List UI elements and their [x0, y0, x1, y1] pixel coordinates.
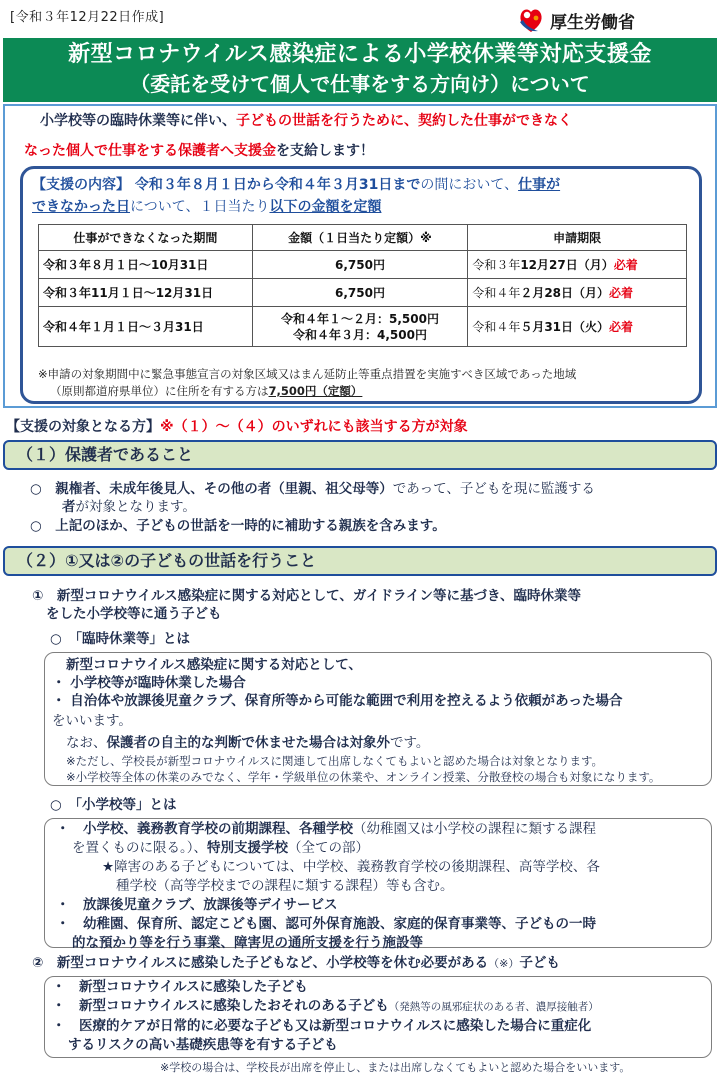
- rinji-line: ・ 自治体や放課後児童クラブ、保育所等から可能な範囲で利用を控えるよう依頼があった場合: [52, 693, 623, 709]
- child-line: ・ 新型コロナウイルスに感染したおそれのある子ども: [52, 998, 389, 1014]
- amount-table: [38, 224, 687, 347]
- sho-line: （全ての部）: [288, 840, 369, 856]
- amount-cell: [252, 307, 468, 347]
- table-row: [39, 307, 687, 347]
- deadline-date: 12月27日（月）: [520, 258, 614, 272]
- deadline-year: 令和４年: [472, 320, 521, 334]
- item-2-text: [32, 954, 712, 973]
- sho-line: ・ 放課後児童クラブ、放課後等デイサービス: [56, 897, 338, 913]
- ministry-logo: [516, 6, 635, 34]
- rinji-line: 新型コロナウイルス感染症に関する対応として、: [66, 657, 362, 673]
- amount-cell: 6,750円: [252, 251, 468, 279]
- deadline-year: 令和３年: [472, 258, 521, 272]
- period-cell: 令和４年１月１日～３月31日: [39, 307, 253, 347]
- item-line: 子ども: [519, 955, 560, 971]
- item-1-text: [32, 587, 712, 623]
- item-line: をした小学校等に通う子ども: [46, 606, 222, 622]
- section-1-bullet-2: ○ 上記のほか、子どもの世話を一時的に補助する親族を含みます。: [30, 518, 446, 534]
- table-row: [39, 279, 687, 307]
- note-line: （原則都道府県単位）に住所を有する方は: [50, 384, 269, 398]
- must-arrive: 必着: [609, 320, 634, 334]
- table-note: [38, 366, 698, 400]
- deadline-date: ５月31日（火）: [520, 320, 610, 334]
- ministry-name: 厚生労働省: [550, 12, 635, 33]
- content-mid: の間において、: [420, 177, 519, 193]
- content-period: 令和３年８月１日から令和４年３月31日まで: [134, 177, 421, 193]
- table-header-row: [39, 225, 687, 251]
- rinji-content: [52, 656, 708, 752]
- content-cannot2: できなかった日: [32, 199, 130, 215]
- sho-line: 的な預かり等を行う事業、障害児の通所支援を行う施設等: [72, 935, 423, 951]
- deadline-cell: [468, 251, 687, 279]
- rinji-line: ・ 小学校等が臨時休業した場合: [52, 675, 246, 691]
- table-header: 金額（１日当たり定額）※: [252, 225, 468, 251]
- sho-line: ★障害のある子どもについては、中学校、義務教育学校の後期課程、高等学校、各: [102, 859, 600, 875]
- sho-line: （幼稚園又は小学校の課程に類する課程: [353, 821, 596, 837]
- child-line: ・ 医療的ケアが日常的に必要な子ども又は新型コロナウイルスに感染した場合に重症化: [52, 1018, 592, 1034]
- section-2-bar: （２）①又は②の子どもの世話を行うこと: [3, 546, 717, 576]
- amount-label: 令和４年３月：: [292, 327, 377, 342]
- sho-line: 特別支援学校: [207, 840, 288, 856]
- content-fixed: 以下の金額を定額: [269, 199, 382, 215]
- target-condition: ※（１）～（４）のいずれにも該当する方が対象: [160, 419, 468, 435]
- sho-line: ・ 幼稚園、保育所、認定こども園、認可外保育施設、家庭的保育事業等、子どもの一時: [56, 916, 596, 932]
- must-arrive: 必着: [613, 258, 638, 272]
- rinji-line: をいいます。: [52, 713, 132, 729]
- bullet-text: が対象となります。: [75, 499, 196, 515]
- rinji-line: です。: [390, 735, 430, 751]
- shogakko-heading: ○ 「小学校等」とは: [50, 797, 177, 813]
- title-banner: [3, 38, 717, 102]
- child-content: [52, 978, 708, 1055]
- target-heading: [6, 416, 468, 436]
- deadline-cell: [468, 307, 687, 347]
- amount-cell: 6,750円: [252, 279, 468, 307]
- rinji-notes: [66, 753, 716, 785]
- rinji-heading: ○ 「臨時休業等」とは: [50, 631, 191, 647]
- rinji-note: ※小学校等全体の休業のみでなく、学年・学級単位の休業や、オンライン授業、分散登校の場合も対象になります。: [66, 770, 661, 784]
- amount-label: 令和４年１～２月：: [280, 311, 389, 326]
- page-title: 新型コロナウイルス感染症による小学校休業等対応支援金: [68, 42, 652, 67]
- support-content-heading: [32, 174, 692, 218]
- bullet-text: であって、子どもを現に監護する: [392, 481, 595, 497]
- content-label: 【支援の内容】: [32, 177, 130, 193]
- content-cannot: 仕事が: [518, 177, 561, 193]
- must-arrive: 必着: [609, 286, 634, 300]
- period-cell: 令和３年11月１日～12月31日: [39, 279, 253, 307]
- child-line: するリスクの高い基礎疾患等を有する子ども: [68, 1037, 338, 1053]
- rinji-note: ※ただし、学校長が新型コロナウイルスに関連して出席しなくてもよいと認めた場合は対象となります。: [66, 754, 604, 768]
- child-line: ・ 新型コロナウイルスに感染した子ども: [52, 979, 308, 995]
- shogakko-content: [56, 820, 708, 953]
- amount-value: 5,500円: [389, 311, 439, 326]
- table-header: 仕事ができなくなった期間: [39, 225, 253, 251]
- page-subtitle: （委託を受けて個人で仕事をする方向け）について: [130, 72, 590, 96]
- sho-line: 種学校（高等学校までの課程に類する課程）等も含む。: [116, 878, 454, 894]
- deadline-date: ２月28日（月）: [520, 286, 610, 300]
- footnote: ※学校の場合は、学校長が出席を停止し、または出席しなくてもよいと認めた場合をいいます。: [160, 1061, 631, 1074]
- deadline-cell: [468, 279, 687, 307]
- rinji-line: なお、: [66, 735, 107, 751]
- intro-part-d: を支給します！: [276, 143, 374, 159]
- section-1-bullet-1: [30, 480, 710, 516]
- sho-line: ・ 小学校、義務教育学校の前期課程、各種学校: [56, 821, 353, 837]
- intro-text: [10, 106, 710, 166]
- creation-date: [令和３年12月22日作成]: [10, 10, 165, 25]
- content-about: について、１日当たり: [130, 199, 270, 215]
- table-header: 申請期限: [468, 225, 687, 251]
- amount-value: 4,500円: [377, 327, 427, 342]
- intro-part-b: 子どもの世話を行うために、契約した仕事ができなく: [236, 113, 572, 129]
- intro-part-c: なった個人で仕事をする保護者へ支援金: [24, 143, 276, 159]
- note-amount: 7,500円（定額）: [268, 384, 363, 398]
- table-row: [39, 251, 687, 279]
- child-line: （発熱等の風邪症状のある者、濃厚接触者）: [388, 1001, 599, 1013]
- intro-part-a: 小学校等の臨時休業等に伴い、: [40, 113, 236, 129]
- deadline-year: 令和４年: [472, 286, 521, 300]
- item-line: ① 新型コロナウイルス感染症に関する対応として、ガイドライン等に基づき、臨時休業等: [32, 588, 581, 604]
- item-line: ② 新型コロナウイルスに感染した子どもなど、小学校等を休む必要がある: [32, 955, 489, 971]
- section-1-bar: （１）保護者であること: [3, 440, 717, 470]
- note-line: ※申請の対象期間中に緊急事態宣言の対象区域又はまん延防止等重点措置を実施すべき区域であった地域: [38, 367, 577, 381]
- bullet-text: ○ 親権者、未成年後見人、その他の者（里親、祖父母等）: [30, 481, 393, 497]
- period-cell: 令和３年８月１日～10月31日: [39, 251, 253, 279]
- rinji-emphasis: 保護者の自主的な判断で休ませた場合は対象外: [106, 735, 390, 751]
- item-note-mark: （※）: [488, 957, 520, 970]
- target-label: 【支援の対象となる方】: [6, 419, 160, 435]
- ministry-logo-icon: [516, 6, 546, 34]
- bullet-text: 者: [62, 499, 76, 515]
- sho-line: を置くものに限る。）、: [72, 840, 207, 856]
